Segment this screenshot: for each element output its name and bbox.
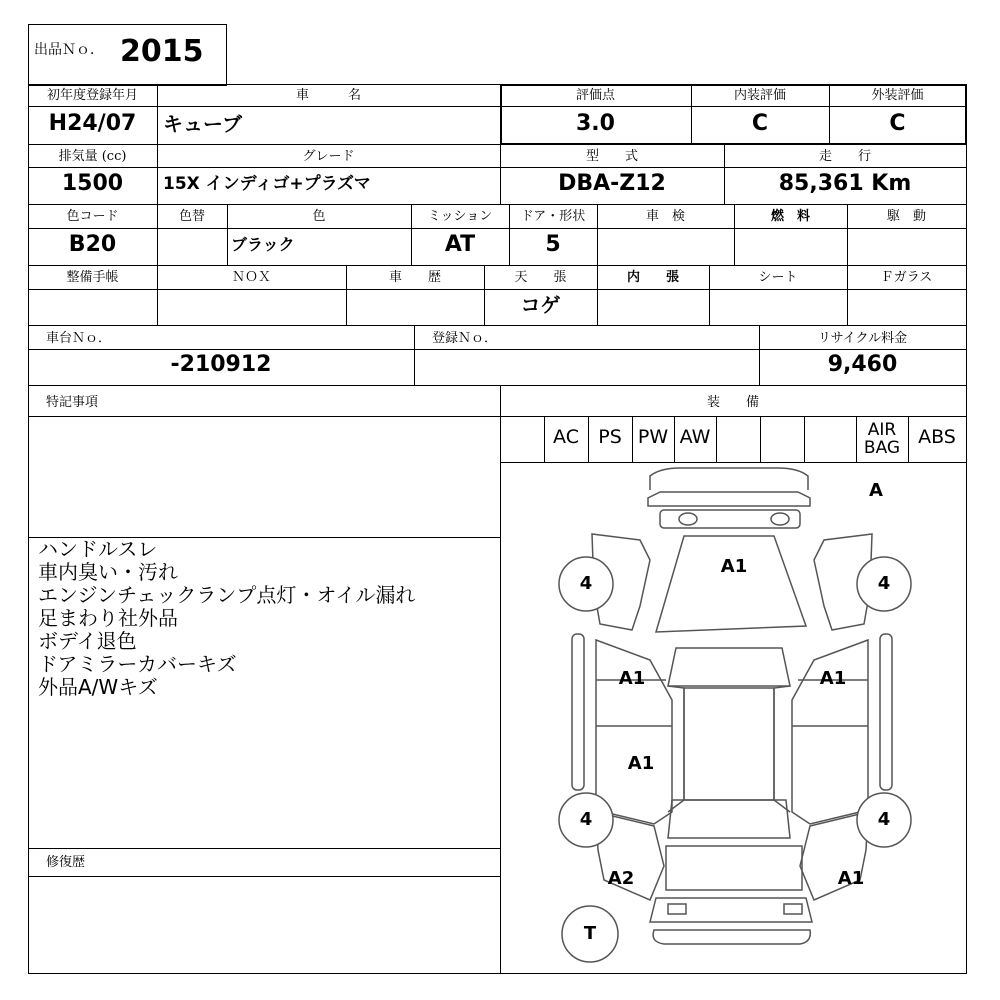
equipment-item: PW (637, 426, 669, 448)
recycle-fee-label: リサイクル料金 (817, 331, 908, 346)
grade-value: 15X インディゴ+プラズマ (163, 174, 371, 194)
front-glass-label: Ｆガラス (880, 270, 933, 285)
score-value: 3.0 (576, 111, 615, 136)
seat-label: シート (758, 270, 798, 285)
mission-label: ミッション (427, 209, 493, 224)
tire-rear-right-value: 4 (877, 809, 891, 830)
registration-number-label: 登録Ｎｏ． (432, 331, 498, 346)
roof-lining-label: 天 張 (514, 270, 567, 285)
equipment-item: AIR BAG (863, 420, 901, 458)
model-code-value: DBA-Z12 (558, 171, 666, 196)
inner-panel-label: 内 張 (626, 270, 679, 285)
chassis-number-value: -210912 (170, 352, 272, 377)
tailgate-outline (666, 846, 802, 890)
car-history-label: 車 歴 (388, 270, 441, 285)
score-label: 評価点 (575, 88, 615, 103)
car-damage-diagram (502, 462, 966, 974)
exterior-grade-value: C (889, 111, 906, 136)
roof-outline (684, 688, 774, 800)
roof-lining-value: コゲ (520, 293, 561, 317)
mission-value: AT (444, 232, 476, 257)
mark-left-rear-door: A1 (627, 753, 655, 774)
color-label: 色 (312, 209, 326, 224)
drive-label: 駆 動 (886, 209, 926, 224)
mileage-value: 85,361 Km (778, 171, 912, 196)
equipment-item: AW (679, 426, 711, 448)
service-record-label: 整備手帳 (66, 270, 119, 285)
windshield-outline (668, 648, 790, 686)
repair-history-label: 修復歴 (46, 855, 86, 870)
lot-number-label: 出品Ｎｏ． (34, 42, 104, 58)
car-name-label: 車 名 (295, 88, 361, 103)
equipment-item: PS (598, 426, 622, 448)
exterior-grade-label: 外装評価 (871, 88, 924, 103)
grade-label: グレード (302, 149, 355, 164)
reg-date-value: H24/07 (48, 111, 137, 136)
door-shape-label: ドア・形状 (520, 209, 586, 224)
remark-line: 外品A/Wキズ (38, 675, 158, 699)
equipment-label: 装 備 (706, 395, 759, 410)
equipment-item: AC (553, 426, 579, 448)
inspection-label: 車 検 (645, 209, 685, 224)
spare-tire-value: T (583, 923, 597, 944)
remarks-label: 特記事項 (46, 395, 99, 410)
car-name-value: キューブ (163, 112, 242, 136)
color-code-value: B20 (68, 232, 117, 257)
tire-front-right-value: 4 (877, 573, 891, 594)
mark-left-front-door: A1 (618, 668, 646, 689)
interior-grade-value: C (751, 111, 769, 136)
color-change-label: 色替 (178, 209, 205, 224)
interior-grade-label: 内装評価 (733, 88, 786, 103)
remark-line: ボデイ退色 (38, 629, 137, 653)
remark-line: 車内臭い・汚れ (38, 560, 178, 584)
recycle-fee-value: 9,460 (827, 352, 898, 377)
mark-right-front-door: A1 (819, 668, 847, 689)
mileage-label: 走 行 (818, 149, 871, 164)
lot-number-value: 2015 (120, 34, 204, 69)
model-code-label: 型 式 (585, 149, 638, 164)
hood-outline (656, 536, 806, 632)
remark-line: ハンドルスレ (38, 537, 158, 561)
rear-glass-outline (668, 800, 790, 838)
color-value: ブラック (231, 235, 295, 254)
front-bumper-outline (650, 468, 808, 490)
reg-date-label: 初年度登録年月 (46, 88, 138, 103)
equipment-item: ABS (918, 426, 956, 448)
tire-front-left-value: 4 (579, 573, 593, 594)
mark-rear-left-corner: A2 (607, 868, 635, 889)
nox-label: ＮＯＸ (231, 270, 271, 285)
remark-line: ドアミラーカバーキズ (38, 652, 237, 676)
displacement-label: 排気量 (cc) (58, 149, 127, 164)
remark-line: エンジンチェックランプ点灯・オイル漏れ (38, 583, 416, 607)
remark-line: 足まわり社外品 (38, 606, 178, 630)
door-shape-value: 5 (545, 232, 561, 257)
chassis-number-label: 車台Ｎｏ． (46, 331, 112, 346)
rear-bumper-outline (650, 898, 812, 922)
mark-top-right: A (869, 480, 883, 501)
mark-hood: A1 (720, 556, 748, 577)
fuel-label: 燃 料 (770, 209, 810, 224)
color-code-label: 色コード (66, 209, 119, 224)
tire-rear-left-value: 4 (579, 809, 593, 830)
mark-rear-right-corner: A1 (837, 868, 865, 889)
displacement-value: 1500 (61, 171, 124, 196)
